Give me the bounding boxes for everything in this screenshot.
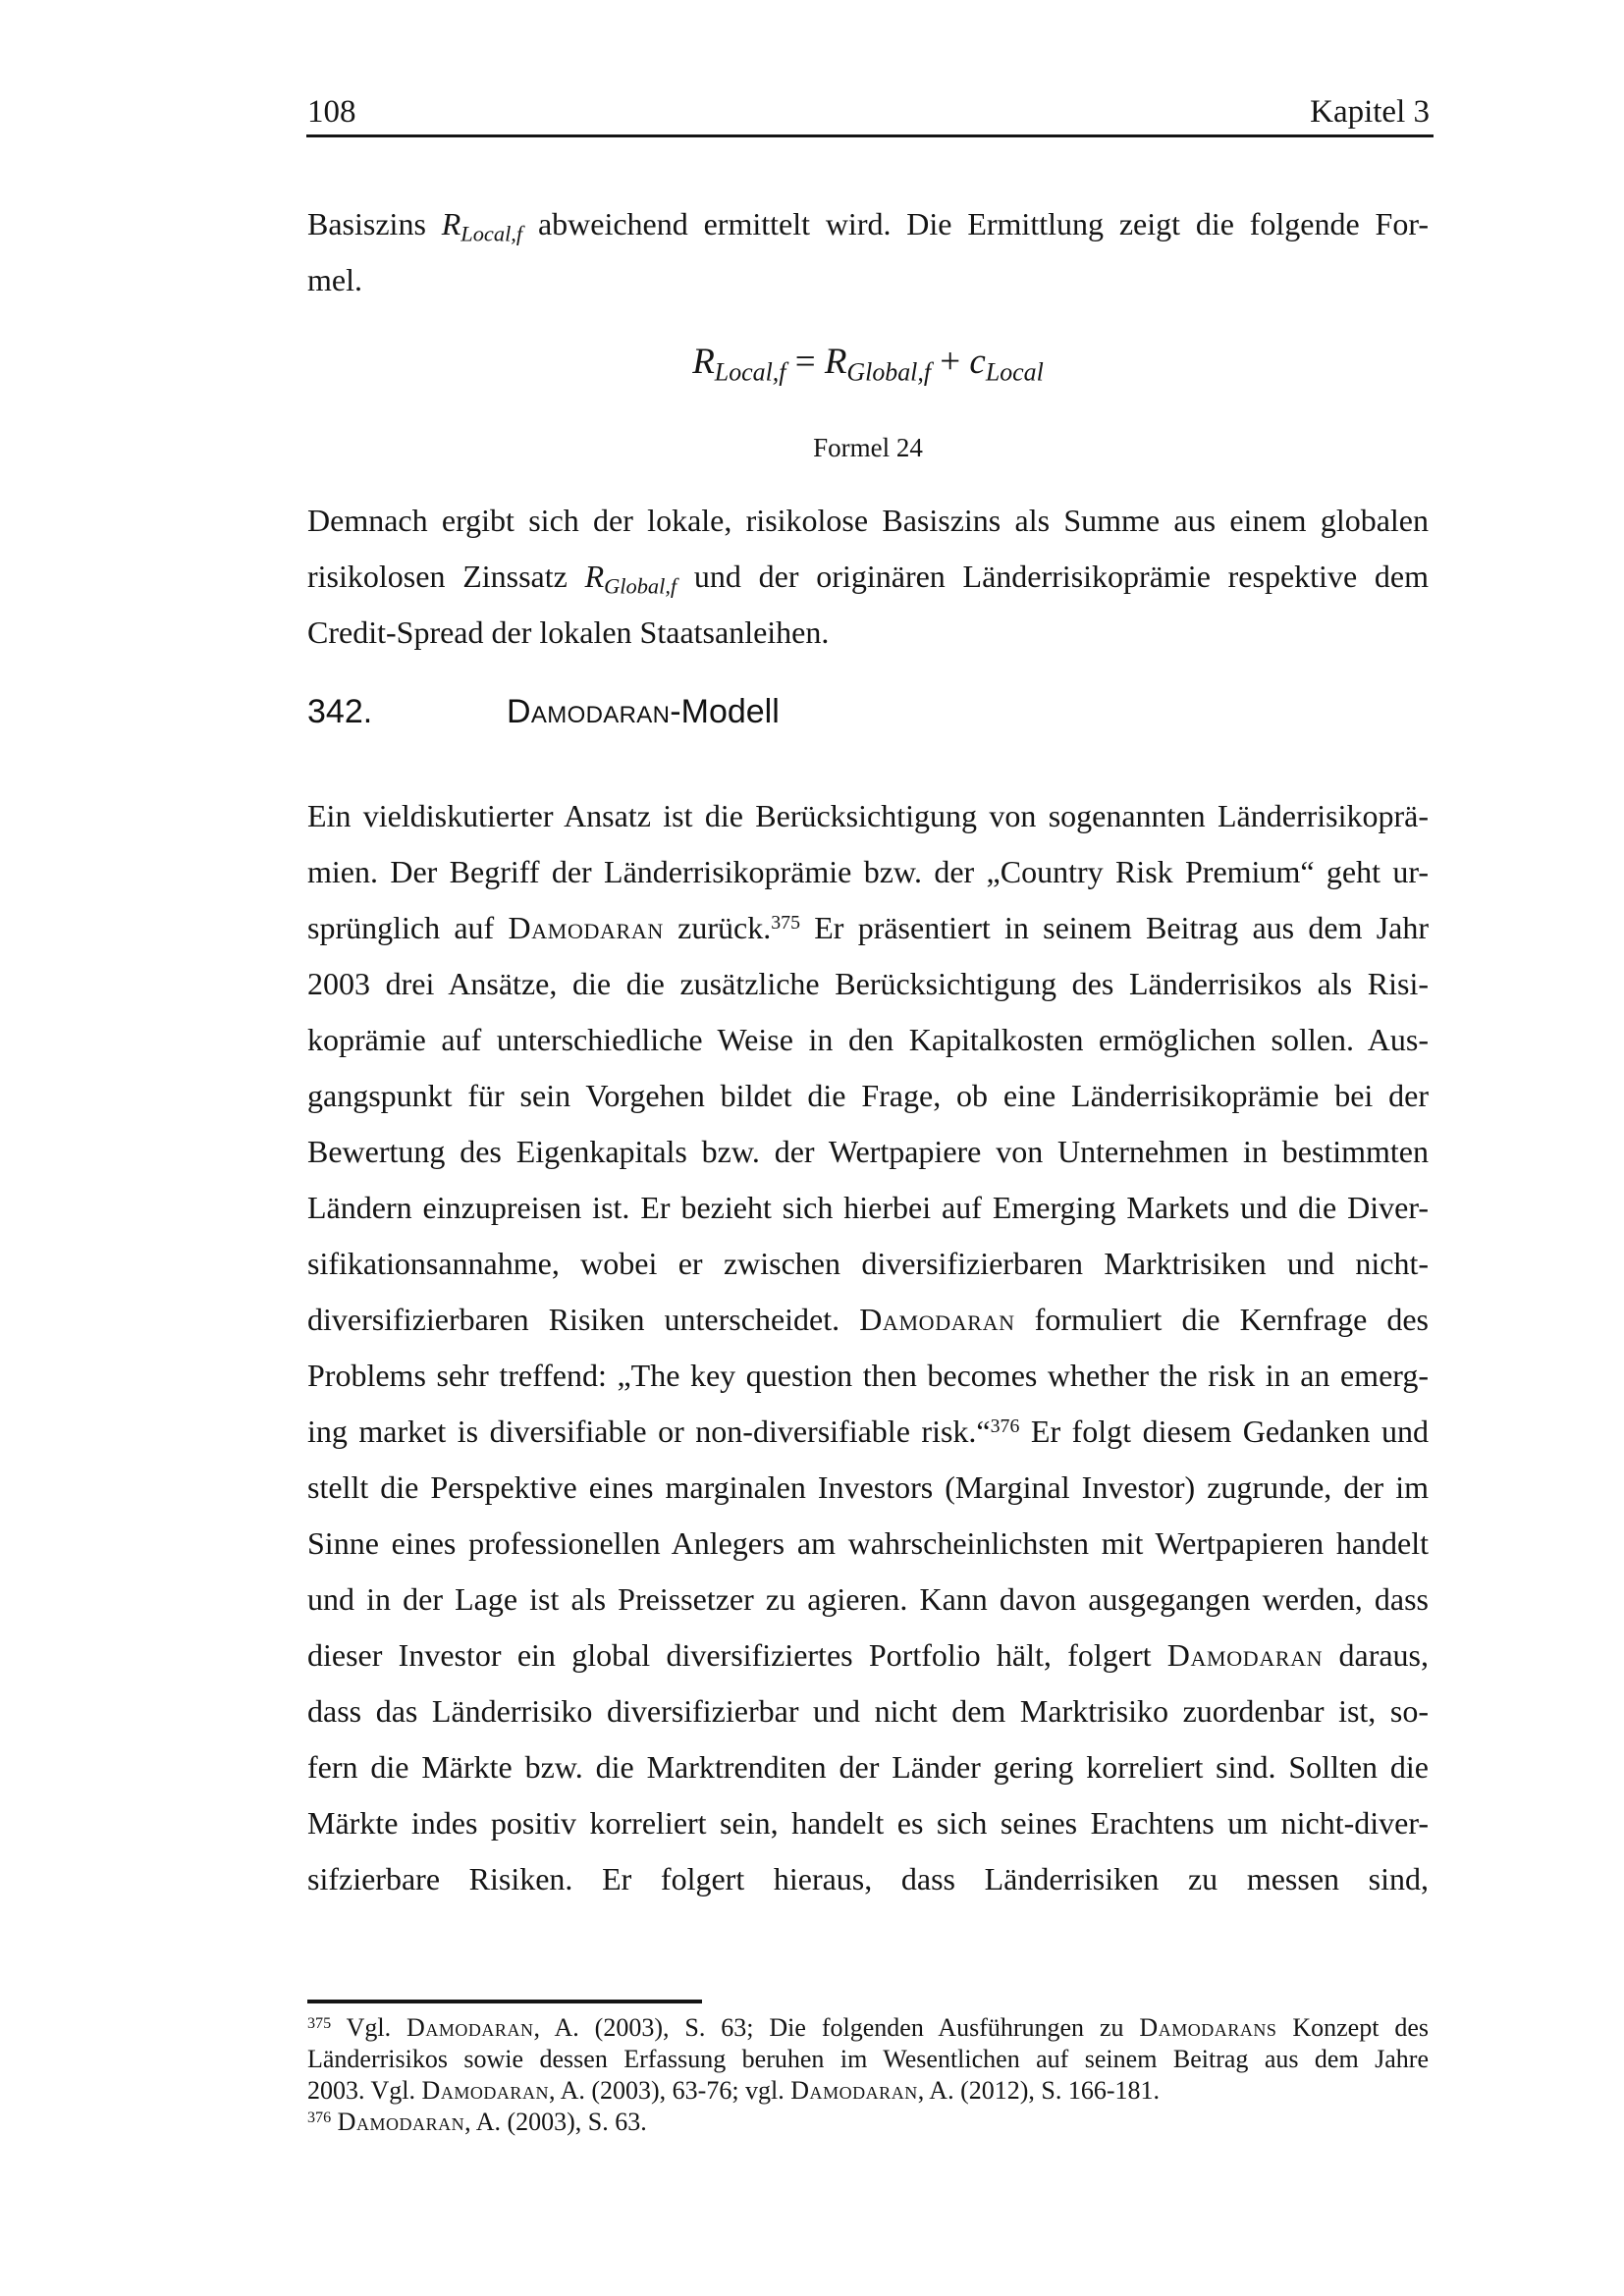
styled-text: R [584,559,605,594]
text-line: mel. [307,262,362,297]
styled-text: Local [985,357,1044,387]
paragraph-body [307,788,1429,1907]
running-header [307,94,1430,130]
text-line: $^{376}$ Damodaran, A. (2003), S. 63. [307,2108,647,2136]
section-heading [307,691,1429,732]
styled-text: Damodarans [1139,2013,1277,2042]
text-line: Demnach ergibt sich der lokale, risikolose Basiszins als Summe aus einem globalen [307,503,1429,538]
styled-text: Local,f [460,221,523,246]
text-line: Credit-Spread der lokalen Staatsanleihen. [307,614,830,650]
styled-text: R [441,206,461,241]
text-line: Länderrisikos sowie dessen Erfassung beruhen im Wesentlichen auf seinem Beitrag aus dem Jahre [307,2045,1429,2073]
text-line: Ländern einzupreisen ist. Er bezieht sich hierbei auf Emerging Markets und die Diver- [307,1190,1429,1225]
text-line: Sinne eines professionellen Anlegers am wahrscheinlichsten mit Wertpapieren handelt [307,1525,1429,1561]
text-line: RLocal,f = RGlobal,f + cLocal [692,342,1044,387]
styled-text: Local,f [714,357,786,387]
styled-text: Damodaran [421,2076,549,2105]
text-line: und in der Lage ist als Preissetzer zu agieren. Kann davon ausgegangen werden, dass [307,1581,1429,1617]
styled-text: Damodaran [406,2013,534,2042]
page-number: 108 [307,94,356,130]
text-line: fern die Märkte bzw. die Marktrenditen der Länder gering korreliert sind. Sollten die [307,1749,1429,1785]
styled-text: Damodaran [337,2108,465,2136]
footnote-reference: 375 [771,912,800,934]
styled-text: Damodaran [790,2076,918,2105]
styled-text: R [692,342,715,382]
footnote-reference: 375 [307,2014,332,2032]
paragraph-derivation [307,493,1429,661]
text-line: dass das Länderrisiko diversifizierbar und nicht dem Marktrisiko zuordenbar ist, so- [307,1693,1429,1729]
text-line: Märkte indes positiv korreliert sein, handelt es sich seines Erachtens um nicht-diver- [307,1805,1429,1841]
text-line: Ein vieldiskutierter Ansatz ist die Berücksichtigung von sogenannten Länderrisikoprä- [307,798,1429,833]
formula-caption: Formel 24 [813,433,923,462]
text-line: sprünglich auf Damodaran zurück.$^{375}$ Er präsentiert in seinem Beitrag aus dem Jahr [307,910,1430,945]
header-rule [306,134,1434,137]
text-line: diversifizierbaren Risiken unterscheidet. Damodaran formuliert die Kernfrage des [307,1302,1430,1337]
text-line: 2003 drei Ansätze, die die zusätzliche Berücksichtigung des Länderrisikos als Risi- [307,966,1429,1001]
text-line: sifikationsannahme, wobei er zwischen diversifizierbaren Marktrisiken und nicht- [307,1246,1429,1281]
text-line: Problems sehr treffend: „The key question then becomes whether the risk in an emerg- [307,1358,1429,1393]
text-line: stellt die Perspektive eines marginalen Investors (Marginal Investor) zugrunde, der im [307,1469,1429,1505]
styled-text: R [824,342,847,382]
styled-text: Global,f [604,573,677,599]
text-line: mien. Der Begriff der Länderrisikoprämie bzw. der „Country Risk Premium“ geht ur- [307,854,1429,889]
text-line: gangspunkt für sein Vorgehen bildet die Frage, ob eine Länderrisikoprämie bei der [307,1078,1429,1113]
styled-text: Damodaran [508,910,664,945]
footnote-reference: 376 [307,2109,332,2126]
section-number: 342. [307,693,373,730]
paragraph-intro [307,196,1429,308]
chapter-label: Kapitel 3 [1310,94,1430,130]
styled-text: c [969,342,986,382]
styled-text: Damodaran [1166,1637,1324,1673]
section-title [507,691,780,732]
styled-text: Global,f [846,357,932,387]
text-line: Basiszins RLocal,f abweichend ermittelt wird. Die Ermittlung zeigt die folgende For- [307,206,1430,246]
text-line: 2003. Vgl. Damodaran, A. (2003), 63-76; vgl. Damodaran, A. (2012), S. 166-181. [307,2076,1161,2105]
styled-text: Damodaran [507,693,671,730]
text-line: Damodaran-Modell [507,693,780,730]
footnote-reference: 376 [990,1415,1020,1438]
text-line: sifzierbare Risiken. Er folgert hieraus, dass Länderrisiken zu messen sind, [307,1861,1429,1896]
text-line: Bewertung des Eigenkapitals bzw. der Wertpapiere von Unternehmen in bestimmten [307,1134,1429,1169]
text-line: dieser Investor ein global diversifiziertes Portfolio hält, folgert Damodaran daraus, [307,1637,1430,1673]
footnote-separator-rule [307,2000,702,2003]
text-line: koprämie auf unterschiedliche Weise in den Kapitalkosten ermöglichen sollen. Aus- [307,1022,1429,1057]
styled-text: Damodaran [859,1302,1015,1337]
text-line: $^{375}$ Vgl. Damodaran, A. (2003), S. 63; Die folgenden Ausführungen zu Damodarans Konzept des [307,2013,1429,2042]
footnotes [307,2012,1429,2138]
text-line: ing market is diversifiable or non-diversifiable risk.“$^{376}$ Er folgt diesem Gedanken und [307,1414,1430,1449]
formula [307,332,1429,393]
text-line: risikolosen Zinssatz RGlobal,f und der originären Länderrisikoprämie respektive dem [307,559,1430,599]
